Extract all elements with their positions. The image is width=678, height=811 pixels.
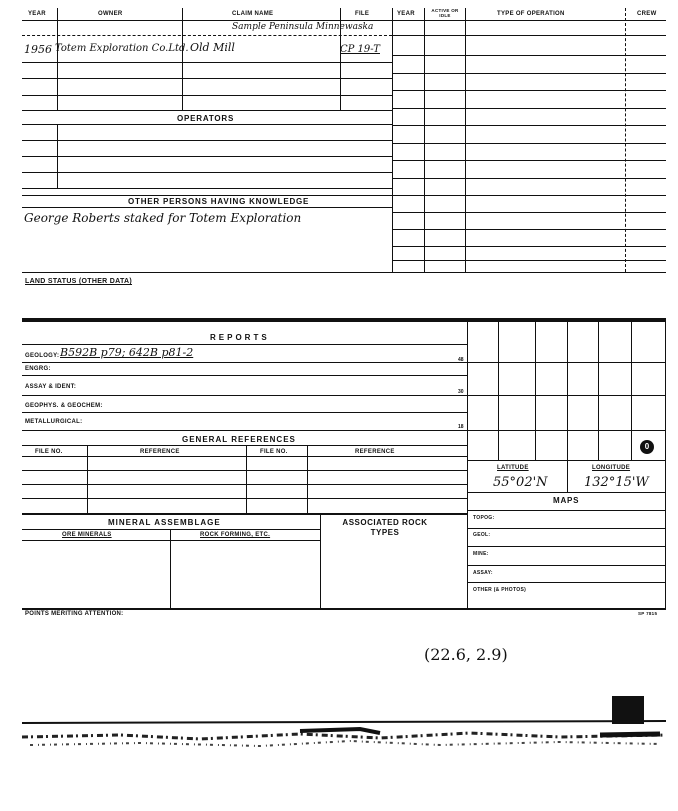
claim-name-entry-2: Old Mill	[190, 41, 235, 54]
right-year-header: YEAR	[397, 11, 415, 17]
gr-reference-2: REFERENCE	[355, 449, 395, 455]
gr-file-no-2: FILE NO.	[260, 449, 288, 455]
latitude-label: LATITUDE	[497, 465, 529, 471]
year-header: YEAR	[28, 11, 46, 17]
maps-title: MAPS	[553, 496, 580, 505]
points-meriting-label: POINTS MERITING ATTENTION:	[25, 611, 124, 617]
engrg-label: ENGRG:	[25, 366, 51, 372]
longitude-value: 132°15'W	[584, 475, 649, 490]
knowledge-text: George Roberts staked for Totem Exploration	[24, 211, 302, 225]
file-header: FILE	[355, 11, 370, 17]
rock-forming-label: ROCK FORMING, ETC.	[200, 532, 271, 538]
location-marker	[640, 440, 654, 454]
geology-value: B592B p79; 642B p81-2	[60, 346, 194, 359]
knowledge-title: OTHER PERSONS HAVING KNOWLEDGE	[128, 197, 310, 206]
geology-label: GEOLOGY:	[25, 353, 60, 359]
longitude-label: LONGITUDE	[592, 465, 631, 471]
row-number-18: 18	[458, 424, 464, 430]
owner-year-entry: 1956	[24, 43, 52, 56]
operators-title: OPERATORS	[177, 114, 235, 123]
assay-ident-label: ASSAY & IDENT:	[25, 384, 77, 390]
form-number: SP 7815	[638, 611, 658, 616]
reports-title: REPORTS	[210, 333, 270, 342]
gr-reference-1: REFERENCE	[140, 449, 180, 455]
row-number-30: 30	[458, 389, 464, 395]
location-marker-label: 0	[644, 442, 650, 451]
crew-header: CREW	[637, 11, 657, 17]
maps-other: OTHER (& PHOTOS)	[473, 587, 527, 593]
mineral-assemblage-title: MINERAL ASSEMBLAGE	[108, 518, 221, 527]
metallurgical-label: METALLURGICAL:	[25, 419, 83, 425]
claim-name-entry-1: Sample Peninsula Minnewaska	[232, 22, 374, 32]
maps-mine: MINE:	[473, 551, 489, 557]
latitude-value: 55°02'N	[493, 475, 548, 490]
claim-name-header: CLAIM NAME	[232, 11, 274, 17]
page-annotation: (22.6, 2.9)	[424, 645, 508, 664]
associated-rock-types: ASSOCIATED ROCK TYPES	[342, 518, 428, 537]
land-status-label: LAND STATUS (OTHER DATA)	[25, 278, 133, 285]
geophys-label: GEOPHYS. & GEOCHEM:	[25, 403, 103, 409]
ore-minerals-label: ORE MINERALS	[62, 532, 112, 538]
type-operation-header: TYPE OF OPERATION	[497, 11, 565, 17]
active-idle-header: ACTIVE OR IDLE	[431, 8, 459, 18]
maps-topog: TOPOG:	[473, 515, 495, 521]
scan-noise	[0, 715, 678, 775]
general-references-title: GENERAL REFERENCES	[182, 435, 296, 444]
maps-assay: ASSAY:	[473, 570, 493, 576]
gr-file-no-1: FILE NO.	[35, 449, 63, 455]
owner-header: OWNER	[98, 11, 123, 17]
file-entry: CP 19-T	[340, 44, 380, 55]
maps-geol: GEOL:	[473, 532, 491, 538]
row-number-48: 48	[458, 357, 464, 363]
owner-entry: Totem Exploration Co.Ltd.	[55, 43, 189, 54]
